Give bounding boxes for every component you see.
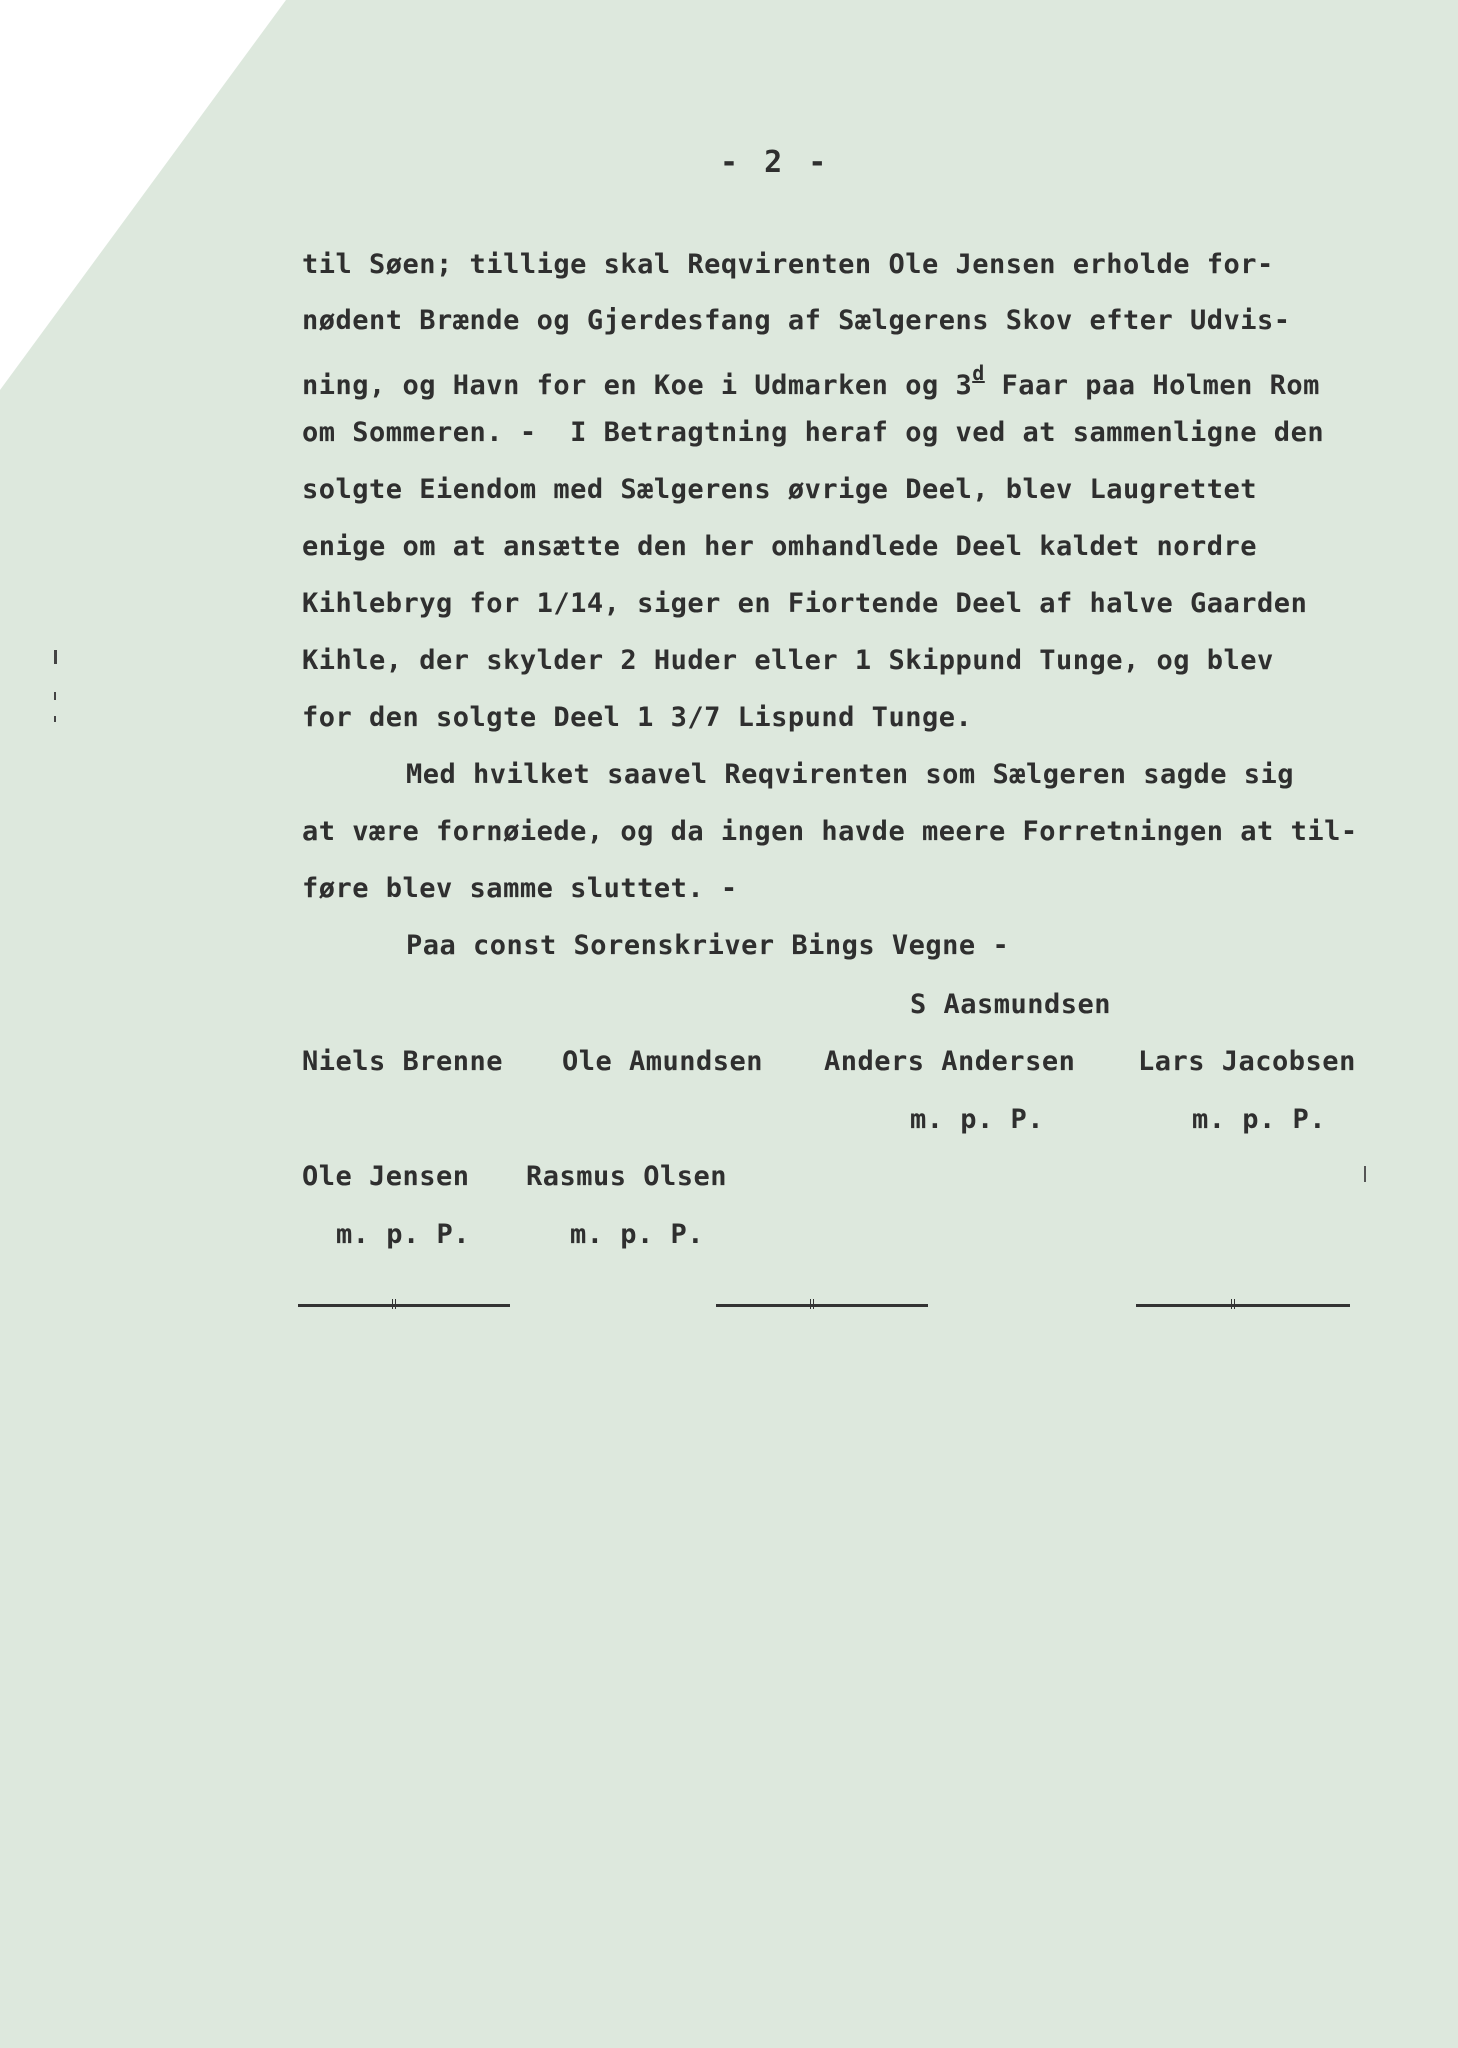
text-line: føre blev samme sluttet. -: [302, 873, 738, 904]
signature-mark: m. p. P.: [910, 1104, 1045, 1135]
signatory-name: Ole Jensen: [302, 1161, 470, 1192]
divider-rule: [298, 1304, 510, 1307]
signatory-name: Lars Jacobsen: [1138, 1046, 1356, 1077]
text-line: nødent Brænde og Gjerdesfang af Sælgerens Skov efter Udvis-: [302, 305, 1291, 336]
text-line: om Sommeren. - I Betragtning heraf og ved at sammenligne den: [302, 417, 1325, 448]
signatory-name: Niels Brenne: [302, 1046, 504, 1077]
text-line: Kihlebryg for 1/14, siger en Fiortende Deel af halve Gaarden: [302, 588, 1308, 619]
margin-mark: [1364, 1166, 1366, 1182]
text-line: til Søen; tillige skal Reqvirenten Ole Jensen erholde for-: [302, 249, 1274, 280]
signature-mark: m. p. P.: [336, 1219, 471, 1250]
margin-mark: [54, 716, 56, 722]
signer-name: S Aasmundsen: [910, 989, 1112, 1020]
text-line: solgte Eiendom med Sælgerens øvrige Deel, blev Laugrettet: [302, 474, 1258, 505]
signature-mark: m. p. P.: [1192, 1104, 1327, 1135]
page-number: - 2 -: [720, 145, 831, 180]
text-line: enige om at ansætte den her omhandlede Deel kaldet nordre: [302, 531, 1258, 562]
text-line: for den solgte Deel 1 3/7 Lispund Tunge.: [302, 702, 973, 733]
signatory-name: Ole Amundsen: [562, 1046, 764, 1077]
superscript: d: [972, 361, 985, 385]
divider-rule: [716, 1304, 928, 1307]
text-line: Med hvilket saavel Reqvirenten som Sælgeren sagde sig: [406, 759, 1295, 790]
margin-mark: [54, 692, 56, 700]
text-line: at være fornøiede, og da ingen havde meere Forretningen at til-: [302, 816, 1358, 847]
margin-mark: [54, 650, 57, 664]
divider-tick: [810, 1299, 814, 1309]
text-line: ning, og Havn for en Koe i Udmarken og 3$^d$ Faar paa Holmen Rom: [302, 361, 1320, 401]
signatory-name: Anders Andersen: [824, 1046, 1076, 1077]
divider-tick: [392, 1299, 396, 1309]
text-line: Kihle, der skylder 2 Huder eller 1 Skippund Tunge, og blev: [302, 645, 1274, 676]
closing-line: Paa const Sorenskriver Bings Vegne -: [406, 930, 1010, 961]
divider-tick: [1231, 1299, 1235, 1309]
divider-rule: [1136, 1304, 1350, 1307]
signature-mark: m. p. P.: [570, 1219, 705, 1250]
signatory-name: Rasmus Olsen: [526, 1161, 728, 1192]
